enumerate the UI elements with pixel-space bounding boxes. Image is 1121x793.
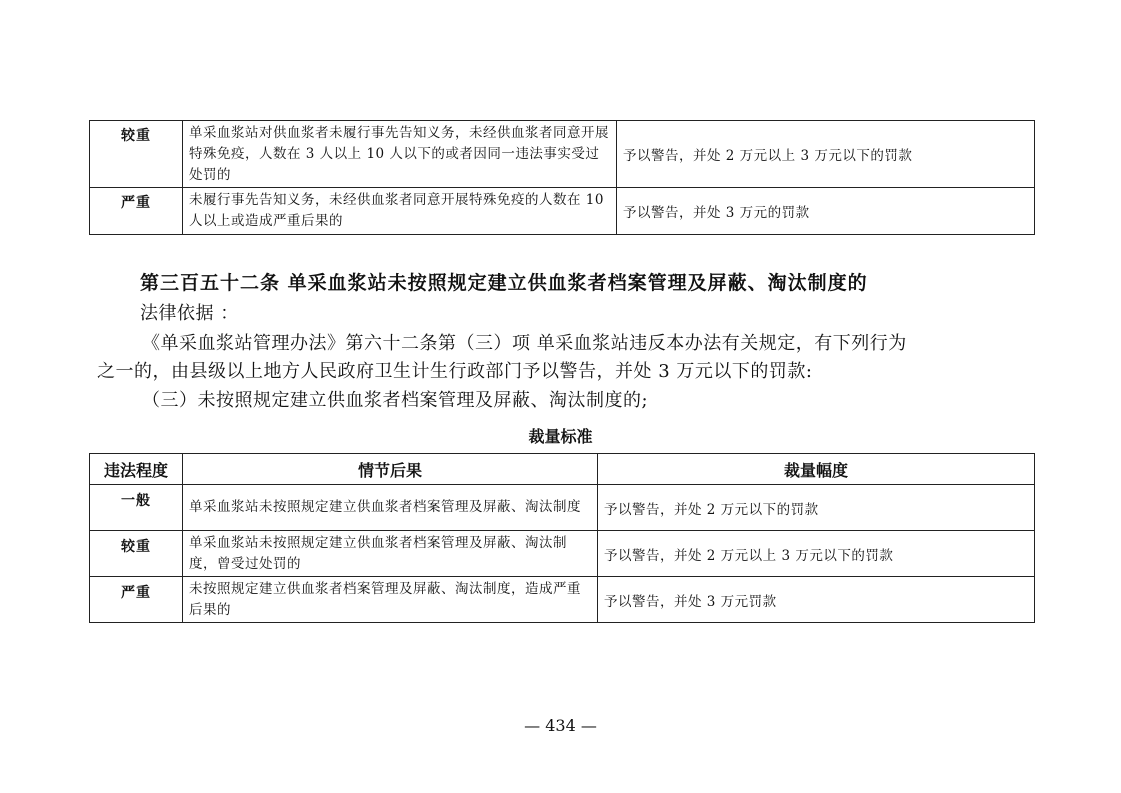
fact-cell: 单采血浆站对供血浆者未履行事先告知义务，未经供血浆者同意开展特殊免疫，人数在 3 人以上 10 人以下的或者因同一违法事实受过处罚的 [183,121,617,188]
penalty-cell: 予以警告，并处 3 万元的罚款 [617,188,1035,235]
table-row [90,485,1035,531]
legal-basis-line-1: 《单采血浆站管理办法》第六十二条第（三）项 单采血浆站违反本办法有关规定，有下列行为 [142,333,907,354]
fact-cell: 单采血浆站未按照规定建立供血浆者档案管理及屏蔽、淘汰制度 [183,485,598,531]
fact-cell: 单采血浆站未按照规定建立供血浆者档案管理及屏蔽、淘汰制度，曾受过处罚的 [183,531,598,577]
level-cell: 一般 [90,485,183,531]
penalty-cell: 予以警告，并处 2 万元以上 3 万元以下的罚款 [598,531,1035,577]
table-row [90,577,1035,623]
table-row [90,188,1035,235]
penalty-cell: 予以警告，并处 2 万元以下的罚款 [598,485,1035,531]
header-penalty: 裁量幅度 [598,454,1035,485]
standard-table [89,453,1035,623]
level-cell: 较重 [90,531,183,577]
level-cell: 严重 [90,188,183,235]
standard-title: 裁量标准 [528,427,593,446]
fact-cell: 未履行事先告知义务，未经供血浆者同意开展特殊免疫的人数在 10 人以上或造成严重后果的 [183,188,617,235]
penalty-cell: 予以警告，并处 3 万元罚款 [598,577,1035,623]
table-row [90,531,1035,577]
article-heading: 第三百五十二条 单采血浆站未按照规定建立供血浆者档案管理及屏蔽、淘汰制度的 [140,272,868,294]
table-row [90,121,1035,188]
penalty-cell: 予以警告，并处 2 万元以上 3 万元以下的罚款 [617,121,1035,188]
table-header-row [90,454,1035,485]
page-number: — 434 — [524,716,597,735]
level-cell: 较重 [90,121,183,188]
legal-basis-label: 法律依据 ： [140,303,239,324]
item-three: （三）未按照规定建立供血浆者档案管理及屏蔽、淘汰制度的; [142,390,649,411]
header-fact: 情节后果 [183,454,598,485]
legal-basis-line-2: 之一的，由县级以上地方人民政府卫生计生行政部门予以警告，并处 3 万元以下的罚款: [97,361,813,382]
top-standard-table [89,120,1035,235]
level-cell: 严重 [90,577,183,623]
header-level: 违法程度 [90,454,183,485]
fact-cell: 未按照规定建立供血浆者档案管理及屏蔽、淘汰制度，造成严重后果的 [183,577,598,623]
